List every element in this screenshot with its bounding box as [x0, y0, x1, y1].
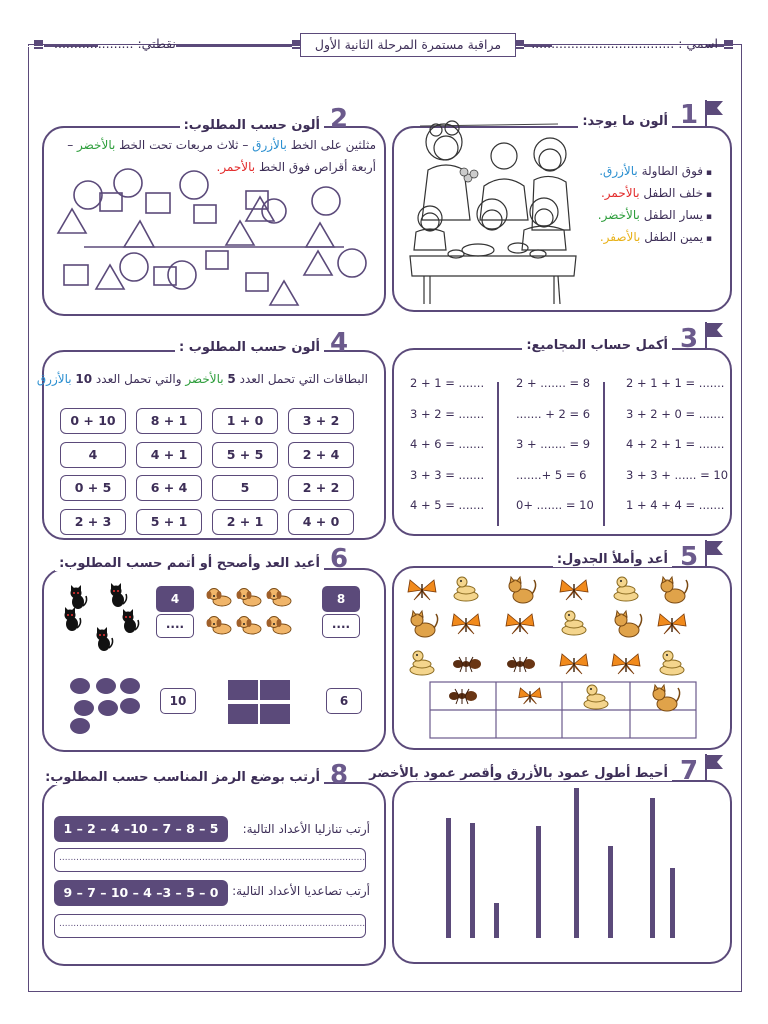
dotted-line: ...........................................................................................................	[59, 853, 365, 863]
tally-answer-cell[interactable]	[631, 711, 695, 737]
butterfly-icon	[560, 654, 588, 674]
snake-icon	[660, 651, 684, 675]
dog-icon	[267, 589, 292, 607]
ant-icon	[453, 657, 481, 672]
snake-icon	[454, 577, 478, 601]
dot-shape	[70, 718, 90, 734]
sum-equation: 4 + 6 = .......	[410, 437, 485, 451]
number-card[interactable]: 4 + 0	[288, 509, 354, 535]
exercise-number: 2	[330, 104, 349, 134]
butterfly-icon	[560, 580, 588, 600]
column-bar[interactable]	[650, 798, 655, 938]
descending-sequence: 1 – 2 – 4 –10 – 7 – 8 – 5	[54, 816, 228, 842]
black-cat-icon	[65, 607, 81, 631]
count-box: 8	[322, 586, 360, 612]
descending-label: أرتب تنازليا الأعداد التالية:	[242, 822, 370, 836]
number-card[interactable]: 2 + 2	[288, 475, 354, 501]
sum-equation: 2 + 1 = .......	[410, 376, 485, 390]
answer-box[interactable]: ....	[156, 614, 194, 638]
exercise-number: 1	[680, 100, 699, 130]
dog-icon	[267, 617, 292, 635]
cat-icon	[615, 611, 642, 637]
square-shape	[260, 704, 290, 724]
number-card[interactable]: 0 + 10	[60, 408, 126, 434]
dot-shape	[70, 678, 90, 694]
number-card[interactable]: 8 + 1	[136, 408, 202, 434]
butterfly-icon	[506, 614, 534, 634]
sum-equation: 0+ ....... = 10	[516, 498, 594, 512]
exercise-number: 8	[330, 760, 349, 790]
descending-answer-field[interactable]	[54, 848, 366, 872]
cat-icon	[661, 577, 688, 603]
sum-equation: 4 + 2 + 1 = .......	[626, 437, 725, 451]
sum-equation: .......+ 5 = 6	[516, 467, 587, 482]
sum-equation: 3 + 3 + ...... = 10	[626, 467, 729, 482]
instruction-line-1: مثلثين على الخط بالأزرق – ثلاث مربعات تحت الخط بالأخضر –	[67, 138, 376, 152]
color-instruction-item: ▪ يمين الطفل بالأصفر.	[599, 230, 712, 244]
exercise-number: 5	[680, 542, 699, 572]
black-cat-icon	[71, 585, 87, 609]
flag-icon	[704, 322, 724, 348]
ascending-label: أرتب تصاعديا الأعداد التالية:	[232, 884, 370, 898]
ascending-sequence: 9 – 7 – 10 – 4 –3 – 5 – 0	[54, 880, 228, 906]
column-bar[interactable]	[608, 846, 613, 938]
dot-shape	[96, 678, 116, 694]
number-card[interactable]: 6 + 4	[136, 475, 202, 501]
count-box: 10	[160, 688, 196, 714]
dot-shape	[120, 678, 140, 694]
ascending-answer-field[interactable]	[54, 914, 366, 938]
number-card[interactable]: 1 + 0	[212, 408, 278, 434]
cat-icon	[411, 611, 438, 637]
corner-square	[724, 40, 733, 49]
instruction-line-2: أربعة أقراص فوق الخط بالأحمر.	[216, 160, 376, 174]
sum-equation: 2 + 1 + 1 = .......	[626, 376, 725, 390]
column-bar[interactable]	[470, 823, 475, 938]
dot-shape	[98, 700, 118, 716]
dog-icon	[207, 589, 232, 607]
butterfly-icon	[519, 688, 541, 704]
square-shape	[228, 680, 258, 700]
sum-equation: 3 + 2 + 0 = .......	[626, 406, 725, 421]
exercise-title: أعيد العد وأصحح أو أتمم حسب المطلوب:	[55, 556, 324, 571]
number-card[interactable]: 5	[212, 475, 278, 501]
cat-icon	[653, 685, 680, 711]
black-cat-icon	[111, 583, 127, 607]
sum-equation: 3 + 2 = .......	[410, 406, 485, 421]
number-card[interactable]: 4	[60, 442, 126, 468]
exercise-8-box	[42, 782, 386, 966]
counting-figures	[52, 580, 352, 740]
instruction-text: البطاقات التي تحمل العدد 5 بالأخضر والتي تحمل العدد 10 بالأزرق	[36, 372, 368, 386]
number-card[interactable]: 5 + 1	[136, 509, 202, 535]
exercise-title: ألون حسب المطلوب:	[180, 118, 324, 133]
snake-icon	[614, 577, 638, 601]
sum-equation: 2 + ....... = 8	[516, 376, 591, 390]
butterfly-icon	[612, 654, 640, 674]
exercise-number: 7	[680, 756, 699, 786]
column-bar[interactable]	[670, 868, 675, 938]
sum-equation: 1 + 4 + 4 = .......	[626, 498, 725, 512]
column-bar[interactable]	[446, 818, 451, 938]
tally-answer-cell[interactable]	[497, 711, 561, 737]
snake-icon	[562, 611, 586, 635]
butterfly-icon	[452, 614, 480, 634]
color-instruction-item: ▪ فوق الطاولة بالأزرق.	[599, 164, 712, 178]
tally-answer-cell[interactable]	[431, 711, 495, 737]
exercise-title: أعد وأملأ الجدول:	[553, 552, 672, 567]
title-square	[515, 40, 524, 49]
snake-icon	[410, 651, 434, 675]
number-card[interactable]: 5 + 5	[212, 442, 278, 468]
exercise-number: 3	[680, 324, 699, 354]
sum-equation: 3 + 3 = .......	[410, 467, 485, 482]
exercise-title: أكمل حساب المجاميع:	[522, 338, 672, 353]
tally-answer-cell[interactable]	[563, 711, 627, 737]
sum-equation: 4 + 5 = .......	[410, 498, 485, 512]
exercise-title: ألون ما يوجد:	[578, 114, 672, 129]
black-cat-icon	[123, 609, 139, 633]
column-bar[interactable]	[494, 903, 499, 938]
cat-icon	[509, 577, 536, 603]
exercise-number: 6	[330, 544, 349, 574]
flag-icon	[704, 540, 724, 566]
flag-icon	[704, 754, 724, 780]
exercise-number: 4	[330, 328, 349, 358]
square-shape	[260, 680, 290, 700]
dotted-line: ...........................................................................................................	[59, 919, 365, 929]
number-card[interactable]: 2 + 1	[212, 509, 278, 535]
count-box: 6	[326, 688, 362, 714]
snake-icon	[584, 685, 608, 709]
butterfly-icon	[408, 580, 436, 600]
color-instruction-item: ▪ خلف الطفل بالأحمر.	[600, 186, 712, 200]
dot-shape	[74, 700, 94, 716]
flag-icon	[704, 100, 724, 126]
count-box: 4	[156, 586, 194, 612]
animals-table	[400, 568, 700, 742]
score-field: نقطتي: ....................	[54, 36, 176, 51]
number-card[interactable]: 2 + 3	[60, 509, 126, 535]
corner-square	[34, 40, 43, 49]
column-bar[interactable]	[574, 788, 579, 938]
number-card[interactable]: 4 + 1	[136, 442, 202, 468]
exercise-title: أحيط أطول عمود بالأزرق وأقصر عمود بالأخضر	[365, 766, 672, 781]
dog-icon	[237, 589, 262, 607]
black-cat-icon	[97, 627, 113, 651]
number-card[interactable]: 2 + 4	[288, 442, 354, 468]
number-card[interactable]: 0 + 5	[60, 475, 126, 501]
sum-equation: 3 + ....... = 9	[516, 437, 591, 451]
butterfly-icon	[658, 614, 686, 634]
name-field: اسمي : ....................................	[531, 36, 718, 51]
shapes-figure	[50, 165, 370, 310]
ant-icon	[449, 689, 477, 704]
sum-equation: ....... + 2 = 6	[516, 406, 591, 421]
dog-icon	[207, 617, 232, 635]
ant-icon	[507, 657, 535, 672]
exercise-7-box	[392, 780, 732, 964]
dog-icon	[237, 617, 262, 635]
square-shape	[228, 704, 258, 724]
dot-shape	[120, 698, 140, 714]
exercise-title: أرتب بوضع الرمز المناسب حسب المطلوب:	[41, 770, 324, 785]
column-bar[interactable]	[536, 826, 541, 938]
exercise-title: ألون حسب المطلوب :	[175, 340, 324, 355]
color-instruction-item: ▪ يسار الطفل بالأخضر.	[597, 208, 712, 222]
answer-box[interactable]: ....	[322, 614, 360, 638]
family-table-image	[408, 120, 580, 306]
number-card[interactable]: 3 + 2	[288, 408, 354, 434]
page-title: مراقبة مستمرة المرحلة الثانية الأول	[300, 33, 516, 57]
